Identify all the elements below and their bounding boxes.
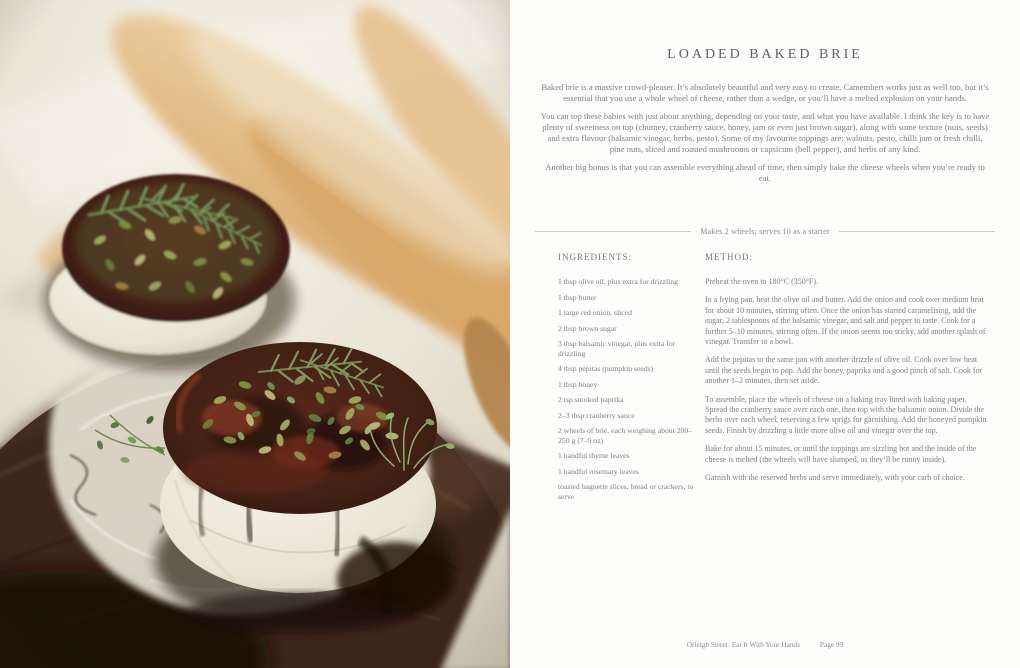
- ingredient-item: 2 tbsp brown sugar: [558, 323, 617, 333]
- method-heading: METHOD:: [705, 252, 753, 262]
- method-step: Garnish with the reserved herbs and serve immediately, with your carb of choice.: [705, 473, 965, 483]
- ingredients-heading: INGREDIENTS:: [558, 252, 632, 262]
- method-step: To assemble, place the wheels of cheese on a baking tray lined with baking paper. Spread the cranberry sauce over each one, then top with the balsamic onion. Divide the herbs over each wheel, reserving a few sprigs for garnishing. Add the honeyed pumpkin seeds. Finish by drizzling a little more olive oil and vinegar over the top.: [705, 394, 987, 435]
- method-step: In a frying pan, heat the olive oil and butter. Add the onion and cook over medium heat for about 10 minutes, stirring often. Once the onion has started caramelising, add the sugar, 2 tablespoons of the balsamic vinegar, and salt and pepper to taste. Cook for a further 5–10 minutes, stirring often. If the onion seems too sticky, add another splash of vinegar. Transfer to a bowl.: [705, 295, 986, 347]
- ingredient-item: 4 tbsp pepitas (pumpkin seeds): [558, 364, 654, 373]
- ingredient-item: 1 tbsp butter: [558, 292, 597, 302]
- method-step: Preheat the oven to 180°C (350°F).: [705, 277, 819, 286]
- method-column: [705, 252, 989, 492]
- footer-book-title: Orleigh Street: Eat It With Your Hands: [686, 640, 801, 649]
- intro-paragraph-2: You can top these babies with just about anything, depending on your taste, and what you have available. I think the key is to have plenty of sweetness on top (chutney, cranberry sauce, honey, jam or even just brown sugar), along with some texture (nuts, seeds) and extra flavour (balsamic vinegar, herbs, pesto). Some of my favourite toppings are: walnuts, pesto, chilli jam or fresh chilli, pine nuts, sliced and roasted mushrooms or capsicum (bell pepper), and herbs of any kind.: [540, 111, 990, 154]
- intro-paragraph-3: Another big bonus is that you can assemble everything ahead of time, then simply bake the cheese wheels when you’re ready to eat.: [545, 162, 985, 183]
- ingredient-item: 2 wheels of brie, each weighing about 200–250 g (7–9 oz): [558, 426, 693, 445]
- ingredient-item: 1 tbsp honey: [558, 379, 598, 389]
- ingredient-item: toasted baguette slices, bread or crackers, to serve: [558, 482, 694, 501]
- intro-paragraph-1: Baked brie is a massive crowd-pleaser. It’s absolutely beautiful and very easy to create, Camembert works just as well too, but it’s essential that you use a whole wheel of cheese, rather than a wedge, or you’ll have a melted explosion on your hands.: [541, 82, 989, 103]
- method-step: Bake for about 15 minutes, or until the toppings are sizzling hot and the inside of the cheese is melted (the wheels will have slumped, as they’ll be runny inside).: [705, 444, 977, 464]
- ingredient-item: 2–3 tbsp cranberry sauce: [558, 410, 635, 420]
- yield-rule-left: [535, 231, 691, 232]
- ingredient-item: 1 large red onion, sliced: [558, 308, 632, 317]
- ingredients-column: [558, 252, 694, 507]
- ingredient-item: 3 tbsp balsamic vinegar, plus extra for drizzling: [558, 339, 676, 358]
- ingredient-item: 1 tbsp olive oil, plus extra for drizzling: [558, 277, 678, 286]
- ingredient-item: 2 tsp smoked paprika: [558, 395, 624, 404]
- ingredient-item: 1 handful rosemary leaves: [558, 466, 639, 476]
- method-step: Add the pepitas to the same pan with another drizzle of olive oil. Cook over low heat until the seeds begin to pop. Add the honey, paprika and a good pinch of salt. Cook for another 1–2 minutes, then set aside.: [705, 355, 983, 386]
- page-footer: [510, 640, 1020, 649]
- yield-note: Makes 2 wheels; serves 10 as a starter: [700, 227, 830, 236]
- footer-page-number: Page 99: [819, 640, 844, 649]
- yield-note-row: [535, 227, 995, 236]
- yield-rule-right: [839, 231, 995, 232]
- recipe-intro: [540, 82, 990, 191]
- recipe-page: [510, 0, 1020, 668]
- recipe-title: LOADED BAKED BRIE: [667, 47, 863, 62]
- ingredient-item: 1 handful thyme leaves: [558, 451, 630, 460]
